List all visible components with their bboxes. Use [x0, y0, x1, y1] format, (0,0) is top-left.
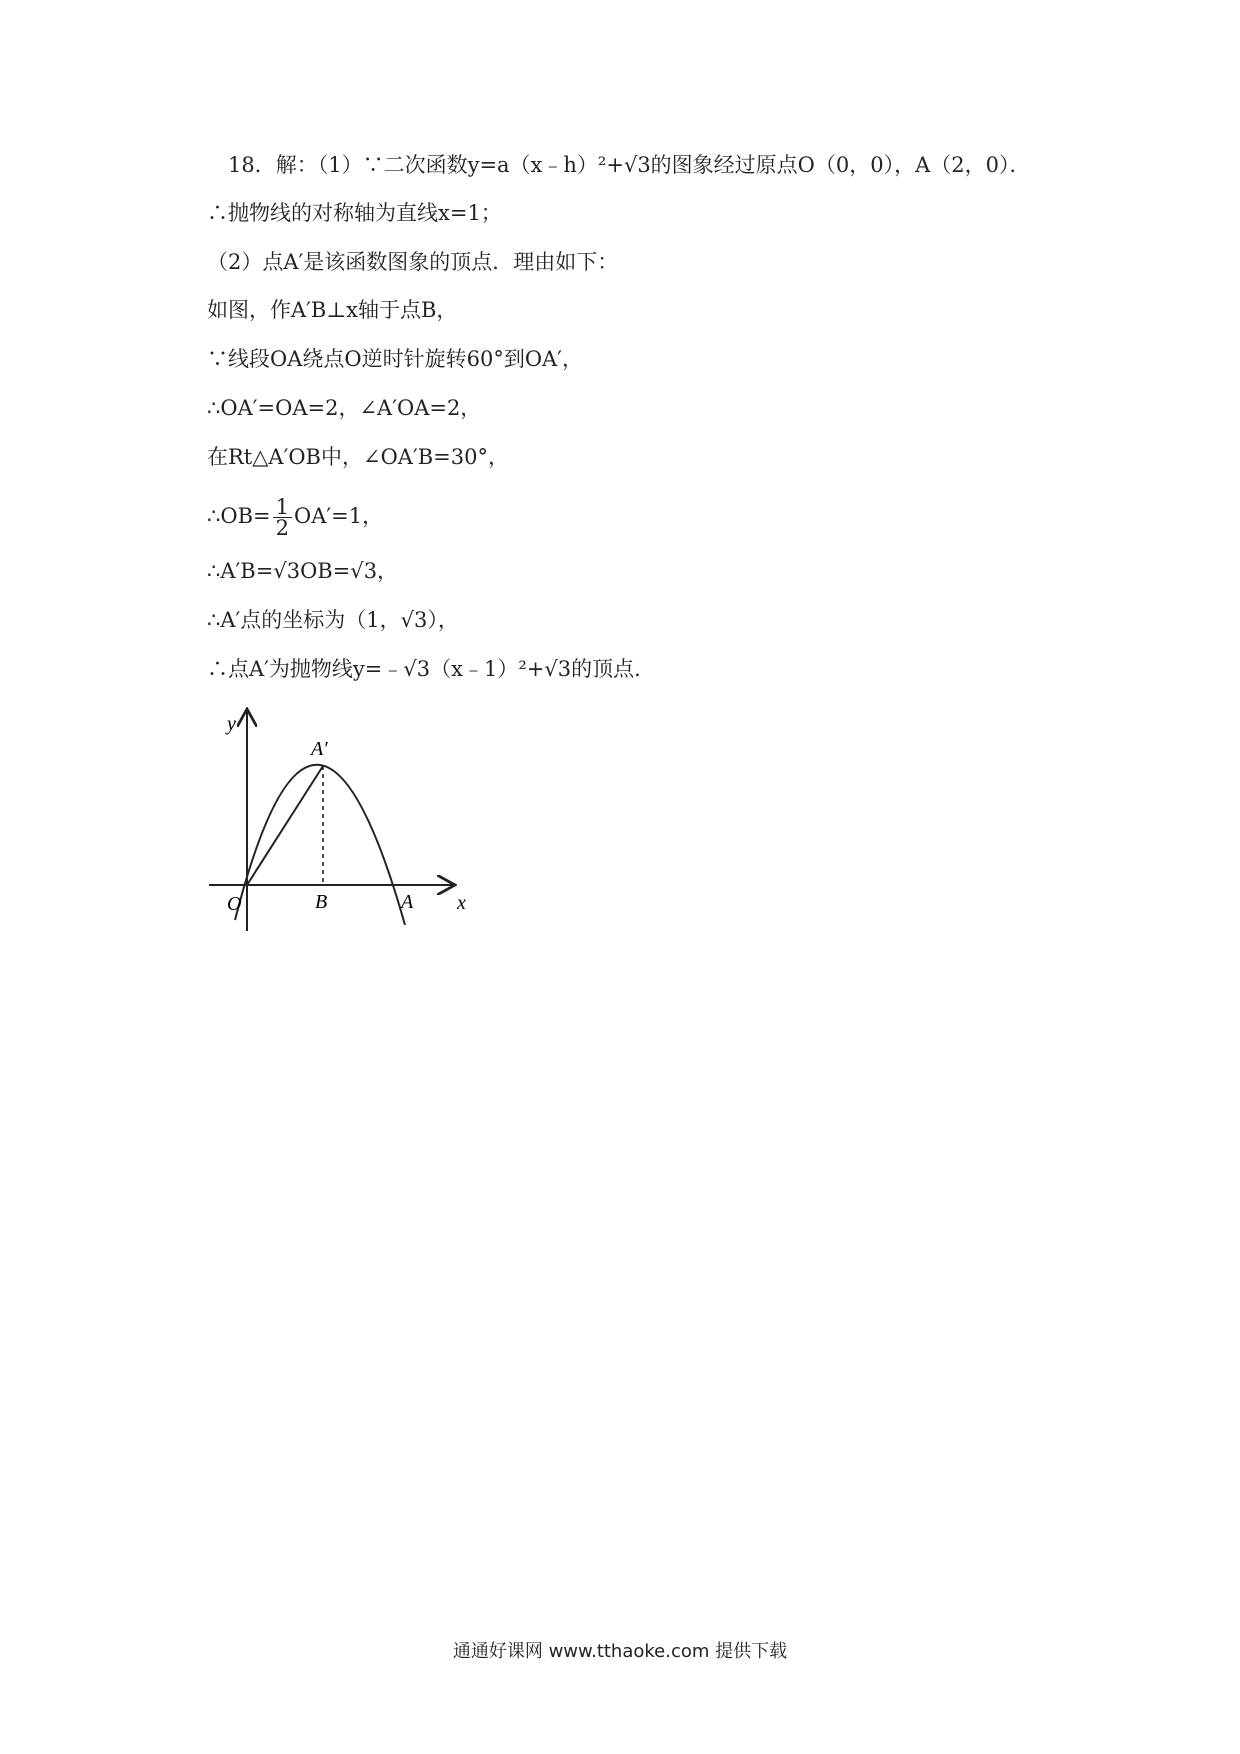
label-b: B [315, 891, 328, 913]
solution-line-4: 如图，作A′B⊥x轴于点B， [207, 298, 458, 322]
line8-suffix: OA′=1， [293, 504, 384, 528]
label-x: x [457, 892, 466, 914]
label-a-prime: A′ [311, 738, 328, 760]
fraction-one-half [273, 497, 292, 538]
solution-line-2: ∴抛物线的对称轴为直线x=1； [207, 201, 502, 225]
label-origin: O [227, 893, 242, 915]
solution-line-5: ∵线段OA绕点O逆时针旋转60°到OA′， [207, 347, 583, 371]
fraction-numerator: 1 [273, 497, 292, 518]
solution-line-6: ∴OA′=OA=2，∠A′OA=2， [207, 396, 482, 420]
page-footer: 通通好课网 www.tthaoke.com 提供下载 [452, 1641, 788, 1662]
solution-line-8 [207, 497, 383, 538]
label-y: y [227, 713, 236, 735]
solution-line-10: ∴A′点的坐标为（1，√3）， [207, 608, 459, 632]
segment-oa-prime [247, 766, 323, 885]
solution-line-7: 在Rt△A′OB中，∠OA′B=30°， [207, 445, 509, 469]
line8-prefix: ∴OB= [207, 504, 271, 528]
solution-line-3: （2）点A′是该函数图象的顶点．理由如下： [207, 250, 619, 274]
solution-line-1: 18．解：（1）∵二次函数y=a（x﹣h）²+√3的图象经过原点O（0，0），A（2，0）． [228, 153, 1031, 177]
label-a: A [401, 891, 414, 913]
solution-line-9: ∴A′B=√3OB=√3， [207, 559, 399, 583]
fraction-denominator: 2 [275, 516, 289, 540]
solution-line-11: ∴点A′为抛物线y=﹣√3（x﹣1）²+√3的顶点． [207, 657, 656, 681]
parabola-figure [205, 705, 475, 945]
